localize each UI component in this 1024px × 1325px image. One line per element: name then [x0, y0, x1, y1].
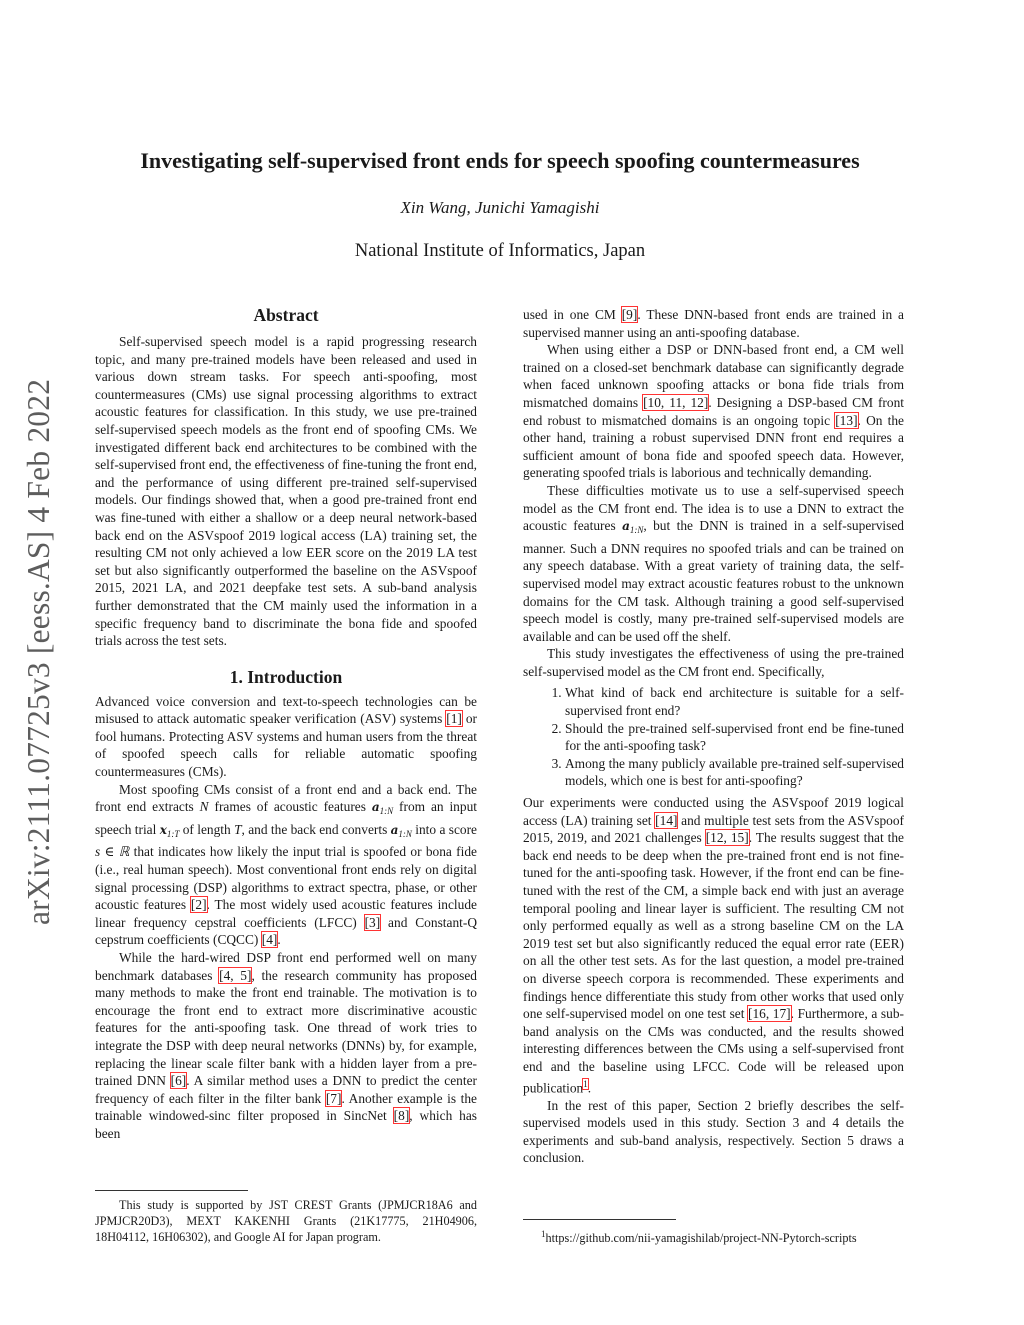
citation-link[interactable]: [4] — [261, 932, 278, 948]
citation-link[interactable]: [13] — [835, 412, 858, 428]
right-paragraph-5: Our experiments were conducted using the ASVspoof 2019 logical access (LA) training set [14] and multiple test sets from the ASVspoof 2015, 2019, and 2021 challenges [12, 15]. The results suggest that the back end needs to be deep when the pre-trained front end is not fine-tuned for the anti-spoofing task. However, if the front end can be fine-tuned with the rest of the CM, a simple back end with just an average temporal pooling and linear layer is sufficient. The resulting CM not only performed equally as well as a strong baseline CM on the LA 2019 test set but also significantly reduced the equal error rate (EER) on all the other test sets. As for the last question, a model pre-trained on diverse speech corpora is recommended. These experiments and findings hence differentiate this study from other works that used only one self-supervised model on one test set [16, 17]. Furthermore, a sub-band analysis on the CMs was conducted, and the results showed interesting differences between the CMs using a self-supervised front end and the baseline using LFCC. Code will be released upon publication$^1$. — [523, 795, 904, 1095]
paper-title: Investigating self-supervised front ends for speech spoofing countermeasures — [140, 148, 860, 173]
right-column — [523, 306, 904, 1167]
right-paragraph-6: In the rest of this paper, Section 2 briefly describes the self-supervised models used in this study. Section 3 and 4 details the experiments and sub-band analysis, respectively. Section 5 draws a conclusion. — [523, 1097, 904, 1166]
citation-link[interactable]: [6] — [170, 1073, 187, 1089]
paper-authors: Xin Wang, Junichi Yamagishi — [400, 198, 600, 217]
citation-link[interactable]: [10, 11, 12] — [643, 394, 709, 410]
citation-link[interactable]: [16, 17] — [748, 1006, 791, 1022]
citation-link[interactable]: [3] — [364, 914, 381, 930]
intro-paragraph-3: While the hard-wired DSP front end performed well on many benchmark databases [4, 5], the research community has proposed many methods to make the front end trainable. The motivation is to encourage the front end to extract more discriminative acoustic features for the anti-spoofing task. One thread of work tries to integrate the DSP with deep neural networks (DNNs) by, for example, replacing the linear scale filter bank with a hidden layer from a pre-trained DNN [6]. A similar method uses a DNN to predict the center frequency of each filter in the filter bank [7]. Another example is the trainable windowed-sinc filter proposed in SincNet [8], which has been — [95, 950, 477, 1141]
footnote-text: This study is supported by JST CREST Grants (JPMJCR18A6 and JPMJCR20D3), MEXT KAKENHI Grants (21K17775, 21H04906, 18H04112, 16H06302), and Google AI for Japan program. — [95, 1198, 477, 1244]
list-item: 1. What kind of back end architecture is suitable for a self-supervised front end? — [565, 684, 904, 719]
left-column — [95, 303, 477, 1143]
footnote-url[interactable]: $^1$https://github.com/nii-yamagishilab/project-NN-Pytorch-scripts — [541, 1229, 857, 1246]
right-paragraph-3: These difficulties motivate us to use a self-supervised speech model as the CM front end. The idea is to use a DNN to extract the acoustic features $a_{1:N}$, but the DNN is trained in a self-supervised manner. Such a DNN requires no spoofed trials and can be trained on any speech database. With a great variety of training data, the self-supervised model may extract acoustic features robust to the unknown domains for the CM task. Although training a good self-supervised speech model is costly, many pre-trained self-supervised models are available and can be used off the shelf. — [523, 482, 904, 644]
paper-affiliation: National Institute of Informatics, Japan — [354, 241, 646, 261]
research-questions-list — [523, 684, 904, 790]
arxiv-identifier: arXiv:2111.07725v3 [eess.AS] 4 Feb 2022 — [21, 378, 56, 926]
intro-paragraph-1: Advanced voice conversion and text-to-speech technologies can be misused to attack automatic speaker verification (ASV) systems [1] or fool humans. Protecting ASV systems and human users from the threat of spoofed speech calls for reliable automatic spoofing countermeasures (CMs). — [95, 693, 477, 780]
introduction-heading: 1. Introduction — [229, 666, 343, 687]
footnote-code-link — [523, 1219, 904, 1246]
citation-link[interactable]: [14] — [655, 812, 678, 828]
list-item: 3. Among the many publicly available pre-trained self-supervised models, which one is best for anti-spoofing? — [565, 755, 904, 790]
citation-link[interactable]: [7] — [325, 1090, 342, 1106]
right-paragraph-2: When using either a DSP or DNN-based front end, a CM well trained on a closed-set benchmark database can significantly degrade when faced unknown spoofing attacks or bona fide trials from mismatched domains [10, 11, 12]. Designing a DSP-based CM front end robust to mismatched domains is an ongoing topic [13]. On the other hand, training a robust supervised DNN front end requires a sufficient amount of bona fide and spoofed speech data. However, generating spoofed trials is laborious and technically demanding. — [523, 342, 904, 481]
abstract-heading: Abstract — [253, 305, 319, 325]
footnote-rule — [95, 1190, 248, 1191]
footnote-link[interactable]: 1 — [583, 1078, 588, 1089]
abstract-text: Self-supervised speech model is a rapid progressing research topic, and many pre-trained models have been released and used in various down stream tasks. For speech anti-spoofing, most countermeasures (CMs) use signal processing algorithms to extract acoustic features for classification. In this study, we use pre-trained self-supervised speech models as the front end of spoofing CMs. We investigated different back end architectures to be combined with the self-supervised front end, the effectiveness of fine-tuning the front end, and the performance of using different pre-trained self-supervised models. Our findings showed that, when a good pre-trained front end was fine-tuned with either a shallow or a deep neural network-based back end on the ASVspoof 2019 logical access (LA) training set, the resulting CM not only achieved a low EER score on the 2019 LA test set but also significantly outperformed the baseline on the ASVspoof 2015, 2021 LA, and 2021 deepfake test sets. A sub-band analysis further demonstrated that the CM mainly used the information in a specific frequency band to discriminate the bona fide and spoofed trials across the test sets. — [95, 334, 477, 649]
intro-paragraph-2: Most spoofing CMs consist of a front end and a back end. The front end extracts N frames of acoustic features $a_{1:N}$ from an input speech trial $x_{1:T}$ of length T, and the back end converts $a_{1:N}$ into a score s ∈ ℝ that indicates how likely the input trial is spoofed or bona fide (i.e., real human speech). Most conventional front ends rely on digital signal processing (DSP) algorithms to extract spectra, phase, or other acoustic features [2]. The most widely used acoustic features include linear frequency cepstral coefficients (LFCC) [3] and Constant-Q cepstrum coefficients (CQCC) [4]. — [95, 781, 477, 948]
citation-link[interactable]: [1] — [446, 711, 462, 727]
citation-link[interactable]: [4, 5] — [219, 967, 252, 983]
right-paragraph-4: This study investigates the effectiveness of using the pre-trained self-supervised model as the CM front end. Specifically, — [523, 646, 904, 679]
citation-link[interactable]: [8] — [393, 1108, 410, 1124]
citation-link[interactable]: [2] — [190, 897, 207, 913]
footnote-rule — [523, 1219, 676, 1220]
citation-link[interactable]: [12, 15] — [705, 830, 749, 846]
list-item: 2. Should the pre-trained self-supervised front end be fine-tuned for the anti-spoofing task? — [565, 720, 904, 755]
footnote-funding — [95, 1190, 477, 1245]
citation-link[interactable]: [9] — [621, 307, 638, 322]
right-paragraph-1: used in one CM [9]. These DNN-based front ends are trained in a supervised manner using an anti-spoofing database. — [523, 307, 904, 340]
